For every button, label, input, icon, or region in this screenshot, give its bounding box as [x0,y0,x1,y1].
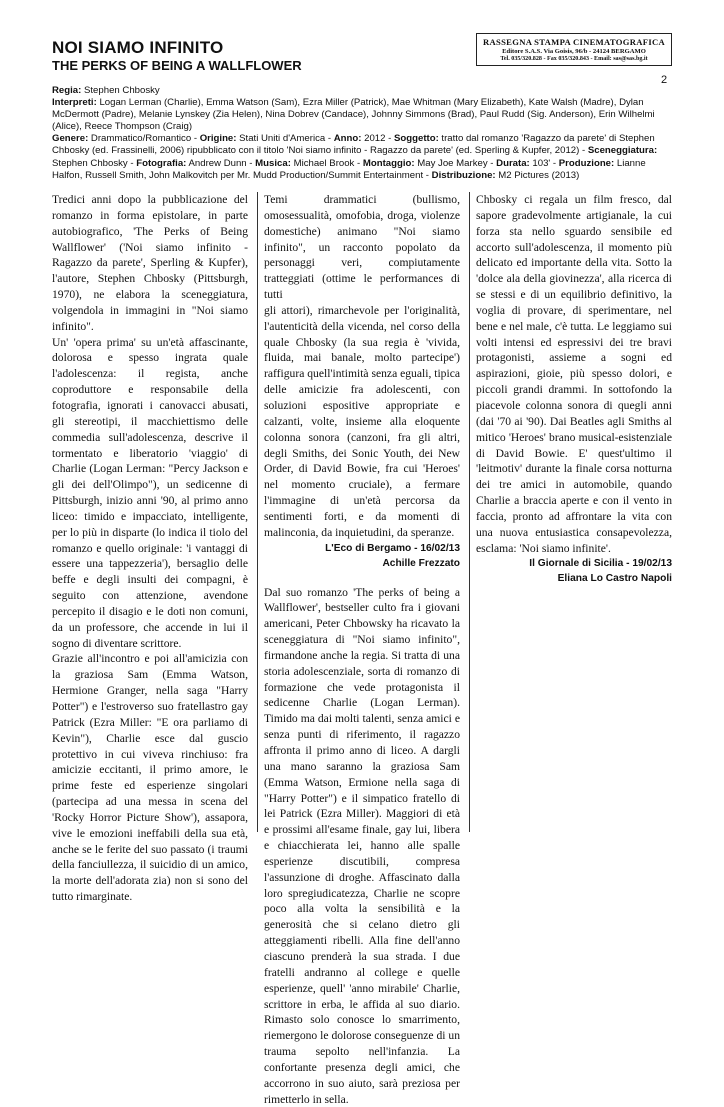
montaggio-label: Montaggio: [362,157,415,169]
review1-paragraph: Temi drammatici (bullismo, omosessualità, omofobia, droga, violenze domestiche) animano "Noi siamo infinito", un racconto popolato da personaggi veri, compiutamente tratteggiati (ottime le performances di tutti [264,193,460,302]
page-number: 2 [661,74,668,86]
publisher-address: Editore S.A.S. Via Goisis, 96/b - 24124 BERGAMO [502,48,646,55]
genere-value: Drammatico/Romantico - [88,133,200,145]
publisher-contacts: Tel. 035/320.828 - Fax 035/320.843 - Email: sas@sas.bg.it [500,56,648,62]
sceneggiatura-label: Sceneggiatura: [587,145,658,157]
interpreti-label: Interpreti: [52,97,97,109]
sceneggiatura-value: Stephen Chbosky - [52,157,137,169]
review1-paragraph: Tredici anni dopo la pubblicazione del romanzo in forma epistolare, in parte autobiografico, 'The Perks of Being Wallflower' ('Noi siamo infinito - Ragazzo da parete', Sperling & Kupfer), l'autore, Stephen Chbosky (Pittsburgh, 1970), ne elabora la sceneggiatura, volgendola in immagini in "Noi siamo infinito". [52,193,248,333]
review1-paragraph: gli attori), rimarchevole per l'originalità, l'autenticità della vicenda, nel corso della quale Chbosky (la sua regia è 'vivida, fluida, mai banale, molto partecipe') raffigura quell'intimità senza eguali, tipica delle amicizie fra adolescenti, con soluzioni espositive appropriate e calzanti, volte, insieme alla eloquente colonna sonora (canzoni, fra gli altri, degli Smiths, dei Sonic Youth, dei New Order, di David Bowie, fra cui 'Heroes' nel momento cruciale), a fermare l'immagine di un'età percorsa da sentimenti forti, e da momenti di malinconia, da inquietudini, da speranze. [264,303,460,539]
produzione-label: Produzione: [558,157,615,169]
review2-paragraph: Chbosky ci regala un film fresco, dal sapore gradevolmente artigianale, la cui forza sta nello sguardo sensibile ed accorto sull'adolescenza, il momento più delicato ed importante della vita. Sotto la 'dolce ala della giovinezza', alla ricerca di se stessi e di un equilibrio definitivo, la voglia di provare, di sperimentare, nel bene e nel male, c'è tutta. Le leggiamo sui volti intensi ed espressivi dei tre bravi protagonisti, assieme a sogni ed aspirazioni, gioie, più spesso dolori, e piccoli grandi drammi. In sottofondo la piacevole colonna sonora di quegli anni (dai '70 ai '90). Dai Beatles agli Smiths al mitico 'Heroes' brano musical-esistenziale di David Bowie. E' quest'ultimo il 'leitmotiv' durante la finale corsa notturna dei tre amici in automobile, quando Charlie a braccia aperte e con il vento in faccia, pronto ad affrontare la vita con una nuova entusiastica consapevolezza, esclama: 'Noi siamo infinite'. [476,193,672,555]
produzione-value: Lianne Halfon, Russell Smith, John Malkovitch per Mr. Mudd Production/Summit Entertainment - [52,157,646,181]
review2-author: Eliana Lo Castro Napoli [557,573,672,585]
anno-value: 2012 - [361,133,394,145]
review1-author: Achille Frezzato [382,557,460,569]
review1-source: L'Eco di Bergamo - 16/02/13 [325,542,460,554]
regia-label: Regia: [52,85,82,96]
page-title: NOI SIAMO INFINITO [52,38,224,57]
musica-value: Michael Brook - [290,157,363,169]
publisher-name: RASSEGNA STAMPA CINEMATOGRAFICA [483,37,665,47]
review1-paragraph: Grazie all'incontro e poi all'amicizia con la graziosa Sam (Emma Watson, Hermione Granger, nella saga "Harry Potter") e l'estroverso suo fratellastro gay Patrick (Ezra Miller: "E ora parliamo di Kevin"), Charlie esce dal guscio protettivo in cui viveva rinchiuso: fra amicizie eccitanti, il primo amore, le prime feste ed esperienze singolari (partecipa ad una messa in scena del 'Rocky Horror Picture Show'), assapora, vive le emozioni ineffabili della sua età, anche se le ferite del suo passato (i traumi della fanciullezza, il suicidio di un amico, la morte dell'adorata zia) non si sono del tutto rimarginate. [52,652,248,904]
durata-label: Durata: [496,157,530,169]
credit-details [52,133,672,181]
column-2 [264,192,460,1106]
credit-interpreti [52,97,672,133]
interpreti-value: Logan Lerman (Charlie), Emma Watson (Sam), Ezra Miller (Patrick), Mae Whitman (Mary Elizabeth), Kate Walsh (Madre), Dylan McDermott (Padre), Melanie Lynskey (Zia Helen), Nina Dobrev (Candace), Johnny Simmons (Brad), Paul Rudd (Sig. Anderson), Erin Wilhelmi (Alice), Reece Thompson (Craig) [52,97,655,133]
review-columns [52,192,672,1106]
durata-value: 103' - [529,157,559,169]
review2-paragraph: Dal suo romanzo 'The perks of being a Wallflower', bestseller culto fra i giovani americani, Peter Chbowsky ha ricavato la sceneggiatura di "Noi siamo infinito", firmandone anche la regia. Si tratta di una storia adolescenziale, sorta di romanzo di formazione che vede protagonista il sedicenne Charlie (Logan Lerman). Timido ma dai molti talenti, senza amici e senza punti di riferimento, il ragazzo affronta il primo anno di liceo. A dargli una mano saranno la graziosa Sam (Emma Watson, Ermione nella saga di "Harry Potter") e il simpatico fratello di lei Patrick (Ezra Miller). Maggiori di età e prossimi all'esame finale, gay lui, libera e chiacchierata lei, hanno alle spalle esperienze discutibili, compresa l'assunzione di droghe. Affascinato dalla loro spregiudicatezza, Charlie ne scopre poco alla volta la sensibilità e la generosità che si celano dietro gli atteggiamenti ribelli. Alla fine dell'anno ciascuno prenderà la sua strada. I due fratelli andranno al college e quelle esperienze, quell' 'anno mirabile' Charlie, scrittore in erba, le affida al suo diario. Rimasto solo conosce lo smarrimento, riemergono le dolorose conseguenze di un trauma sepolto nell'infanzia. La confortante presenza degli amici, che accorrono in suo aiuto, sarà preziosa per rimetterlo in sella. [264,585,460,1106]
film-credits [52,85,672,182]
distribuzione-value: M2 Pictures (2013) [495,169,580,181]
fotografia-value: Andrew Dunn - [186,157,256,169]
credit-regia [52,85,672,97]
soggetto-label: Soggetto: [394,133,439,145]
origine-label: Origine: [199,133,237,145]
column-3 [476,192,672,832]
regia-value: Stephen Chbosky [81,85,160,96]
soggetto-value: tratto dal romanzo 'Ragazzo da parete' di Stephen Chbosky (ed. Frassinelli, 2006) ripubblicato con il titolo 'Noi siamo infinito - Ragazzo da parete' (ed. Sperling & Kupfer, 2012) - [52,133,655,157]
column-1 [52,192,248,904]
anno-label: Anno: [333,133,362,145]
column-divider [257,192,258,832]
column-divider [469,192,470,832]
genere-label: Genere: [52,133,89,145]
fotografia-label: Fotografia: [136,157,187,169]
spacer [264,571,460,585]
review1-paragraph: Un' 'opera prima' su un'età affascinante, dolorosa e spesso ingrata quale l'adolescenza: il regista, anche coproduttore e responsabile della fotografia, ignorati i canovacci abusati, gli stereotipi, il macchiettismo delle commedia sull'adolescenza, descrive il tormentato e liberatorio 'viaggio' di Charlie (Logan Lerman: "Percy Jackson e gli dei dell'Olimpo"), un sedicenne di Pittsburgh, inizio anni '90, al primo anno liceo: timido e impacciato, intelligente, per lo più in disparte (lo indica il tiolo del romanzo e quello originale: 'i vantaggi di essere una tappezzeria'), bersaglio delle beffe e degli insulti dei compagni, è seguito con attenzione, avendone percepito il disagio e le doti non comuni, da un professore, che accende in lui il sogno di diventare scrittore. [52,335,248,650]
page-subtitle: THE PERKS OF BEING A WALLFLOWER [52,58,302,73]
distribuzione-label: Distribuzione: [431,169,496,181]
montaggio-value: May Joe Markey - [414,157,497,169]
publisher-box [476,33,672,66]
musica-label: Musica: [255,157,291,169]
origine-value: Stati Uniti d'America - [236,133,334,145]
review2-source: Il Giornale di Sicilia - 19/02/13 [529,558,672,570]
